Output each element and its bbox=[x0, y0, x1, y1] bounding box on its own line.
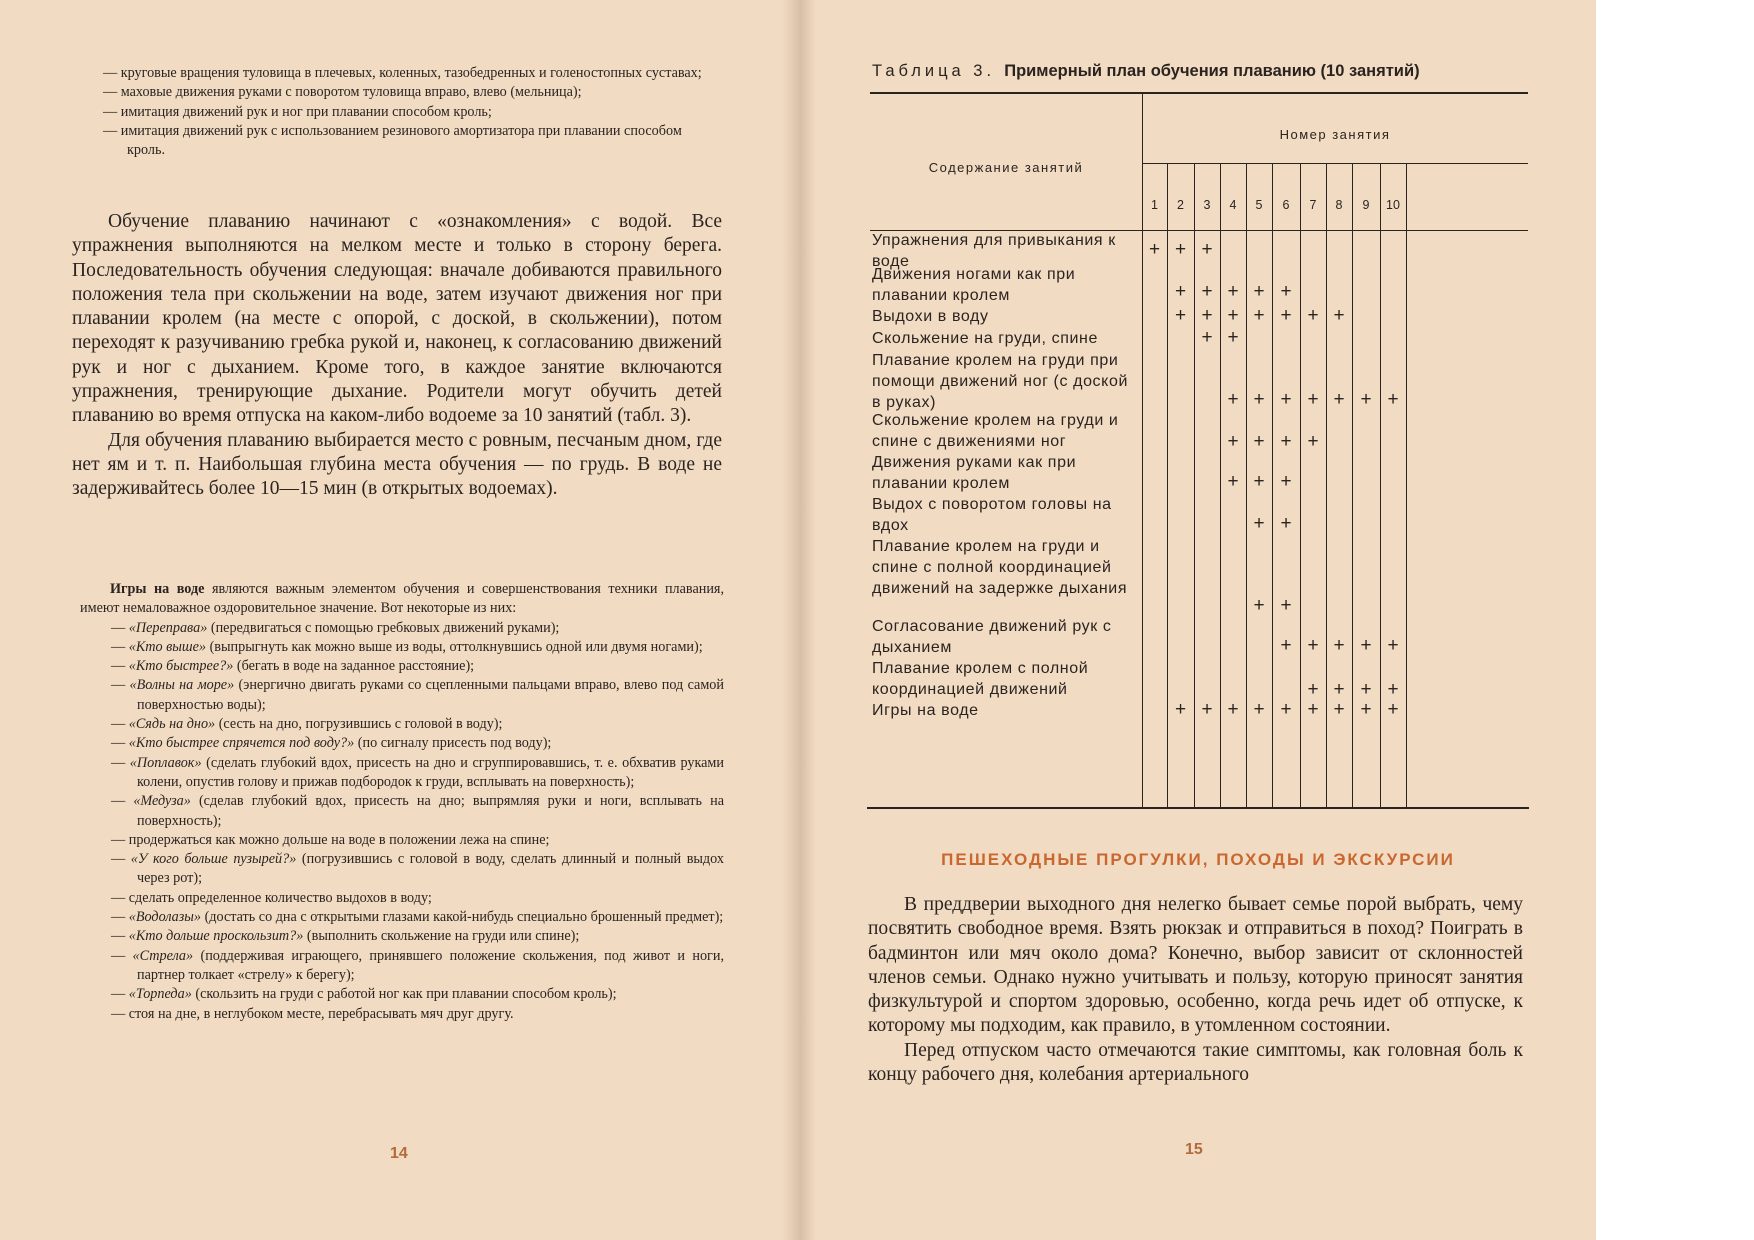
plus-mark: + bbox=[1174, 305, 1187, 326]
plus-mark: + bbox=[1333, 699, 1345, 720]
table-row-label: Движения ногами как при плавании кролем bbox=[872, 266, 1076, 304]
game-item bbox=[106, 985, 724, 1004]
table-row-label: Выдох с поворотом головы на вдох bbox=[872, 496, 1112, 534]
plus-mark: + bbox=[1253, 431, 1265, 452]
game-name: «Сядь на дно» bbox=[128, 716, 216, 733]
table-rule bbox=[867, 807, 1529, 809]
page-left bbox=[0, 0, 800, 1240]
column-header: 8 bbox=[1335, 198, 1343, 212]
game-name: «Переправа» bbox=[128, 619, 208, 636]
plus-mark: + bbox=[1333, 389, 1345, 410]
exercise-item: — круговые вращения туловища в плечевых, коленных, тазобедренных и голеностопных суставах; bbox=[103, 64, 723, 83]
column-header: 10 bbox=[1386, 198, 1400, 212]
game-desc: (скользить на груди с работой ног как при плавании способом кроль); bbox=[191, 986, 617, 1003]
column-header: 5 bbox=[1255, 198, 1263, 212]
plus-mark: + bbox=[1333, 635, 1345, 656]
table-row-label: Скольжение кролем на груди и спине с движениями ног bbox=[872, 412, 1119, 450]
game-desc: (достать со дна с открытыми глазами какой-нибудь специально брошенный предмет); bbox=[201, 909, 724, 926]
column-header: 1 bbox=[1151, 198, 1158, 212]
plus-mark: + bbox=[1280, 305, 1292, 326]
plus-mark: + bbox=[1201, 305, 1213, 326]
plus-mark: + bbox=[1253, 513, 1265, 534]
game-desc: (энергично двигать руками со сцепленными пальцами вправо, влево под самой поверхностью воды); bbox=[137, 677, 724, 713]
plus-mark: + bbox=[1360, 679, 1372, 700]
plus-mark: + bbox=[1387, 699, 1399, 720]
plus-mark: + bbox=[1307, 699, 1319, 720]
plus-mark: + bbox=[1227, 699, 1239, 720]
game-desc: (сесть на дно, погрузившись с головой в воду); bbox=[215, 716, 503, 733]
plus-mark: + bbox=[1387, 635, 1399, 656]
table-row-label: Движения руками как при плавании кролем bbox=[872, 454, 1077, 492]
plus-mark: + bbox=[1253, 595, 1265, 616]
game-item bbox=[106, 831, 724, 850]
games-intro-bold: Игры на воде bbox=[110, 581, 205, 597]
plus-mark: + bbox=[1253, 281, 1265, 302]
plus-mark: + bbox=[1360, 635, 1372, 656]
plus-mark: + bbox=[1227, 281, 1239, 302]
paragraph: Перед отпуском часто отмечаются такие симптомы, как головная боль к концу рабочего дня, колебания артериального bbox=[868, 1039, 1523, 1086]
page-right bbox=[800, 0, 1596, 1240]
plus-mark: + bbox=[1201, 239, 1213, 260]
game-name: «Медуза» bbox=[133, 793, 191, 810]
game-item bbox=[106, 1005, 724, 1024]
page-number: 14 bbox=[390, 1145, 408, 1162]
plus-mark: + bbox=[1280, 595, 1292, 616]
game-item bbox=[106, 715, 724, 734]
plus-mark: + bbox=[1307, 679, 1319, 700]
column-header: 3 bbox=[1203, 198, 1211, 212]
table-column-line bbox=[1406, 163, 1407, 807]
plus-mark: + bbox=[1360, 389, 1372, 410]
game-item bbox=[106, 947, 724, 986]
section-title: ПЕШЕХОДНЫЕ ПРОГУЛКИ, ПОХОДЫ И ЭКСКУРСИИ bbox=[941, 850, 1455, 869]
table-label: Таблица 3. bbox=[872, 62, 996, 80]
table-column-line bbox=[1352, 163, 1353, 807]
game-desc: (передвигаться с помощью гребковых движений руками); bbox=[207, 619, 560, 636]
game-item bbox=[106, 908, 724, 927]
paragraph: Для обучения плаванию выбирается место с ровным, песчаным дном, где нет ям и т. п. Наибольшая глубина места обучения — по грудь. В воде не задерживайтесь более 10—15 мин (в открытых водоемах). bbox=[72, 429, 722, 500]
plus-mark: + bbox=[1333, 305, 1345, 326]
plus-mark: + bbox=[1280, 471, 1292, 492]
right-body-text bbox=[868, 893, 1523, 1087]
game-desc: (поддерживая играющего, принявшего положение скольжения, под живот и ноги, партнер толкает «стрелу» к берегу); bbox=[137, 947, 725, 983]
plus-mark: + bbox=[1201, 327, 1213, 348]
column-header: 6 bbox=[1282, 198, 1290, 212]
game-item bbox=[106, 754, 724, 793]
plus-mark: + bbox=[1280, 431, 1292, 452]
game-name: «Поплавок» bbox=[129, 754, 202, 771]
plus-mark: + bbox=[1280, 513, 1292, 534]
game-name: «Волны на море» bbox=[129, 677, 235, 694]
plus-mark: + bbox=[1201, 281, 1213, 302]
plus-mark: + bbox=[1280, 281, 1292, 302]
game-desc: продержаться как можно дольше на воде в положении лежа на спине; bbox=[128, 831, 550, 848]
table-row-label: Плавание кролем на груди и спине с полной координацией движений на задержке дыхания bbox=[872, 538, 1128, 597]
game-name: «У кого больше пузырей?» bbox=[130, 851, 297, 868]
game-item bbox=[106, 657, 724, 676]
plus-mark: + bbox=[1280, 635, 1292, 656]
plus-mark: + bbox=[1280, 389, 1292, 410]
game-desc: (выполнить скольжение на груди или спине); bbox=[303, 928, 580, 945]
column-header: 7 bbox=[1309, 198, 1317, 212]
plus-mark: + bbox=[1227, 305, 1239, 326]
games-intro bbox=[80, 580, 724, 619]
game-item bbox=[106, 889, 724, 908]
game-desc: (по сигналу присесть под воду); bbox=[354, 735, 552, 752]
exercise-item: — имитация движений рук с использованием резинового амортизатора при плавании способом кроль. bbox=[103, 122, 723, 161]
table-caption bbox=[872, 62, 1420, 81]
plus-mark: + bbox=[1307, 305, 1319, 326]
game-name: «Торпеда» bbox=[128, 986, 192, 1003]
plus-mark: + bbox=[1307, 431, 1319, 452]
column-header: 9 bbox=[1362, 198, 1370, 212]
table-row-label: Плавание кролем на груди при помощи движений ног (с доской в руках) bbox=[872, 352, 1128, 411]
table-row-label: Выдохи в воду bbox=[872, 308, 989, 325]
header-session-number: Номер занятия bbox=[1279, 127, 1391, 142]
game-desc: (бегать в воде на заданное расстояние); bbox=[233, 658, 475, 675]
plus-mark: + bbox=[1253, 471, 1265, 492]
games-list bbox=[80, 619, 724, 1024]
game-item bbox=[106, 638, 724, 657]
game-name: «Кто быстрее спрячется под воду?» bbox=[128, 735, 355, 752]
game-name: «Водолазы» bbox=[128, 909, 202, 926]
column-header: 2 bbox=[1177, 198, 1184, 212]
column-header: 4 bbox=[1229, 198, 1237, 212]
plus-mark: + bbox=[1174, 281, 1187, 302]
exercise-item: — имитация движений рук и ног при плавании способом кроль; bbox=[103, 103, 723, 122]
plus-mark: + bbox=[1253, 389, 1265, 410]
game-desc: стоя на дне, в неглубоком месте, перебрасывать мяч друг другу. bbox=[128, 1005, 514, 1022]
paragraph: В преддверии выходного дня нелегко бывает семье порой выбрать, чему посвятить свободное время. Взять рюкзак и отправиться в поход? Поиграть в бадминтон или мяч около дома? Конечно, выбор зависит от склонностей членов семьи. Однако нужно учитывать и пользу, которую приносят занятия физкультурой и спортом здоровью, особенно, когда речь идет об отпуске, к которому мы подходим, как правило, в утомленном состоянии. bbox=[868, 894, 1523, 1037]
plus-mark: + bbox=[1307, 389, 1319, 410]
table-rule bbox=[1142, 163, 1528, 164]
plus-mark: + bbox=[1333, 679, 1345, 700]
table-rule bbox=[870, 92, 1528, 94]
game-desc: (погрузившись с головой в воду, сделать длинный и полный выдох через рот); bbox=[137, 851, 724, 887]
left-body-text bbox=[72, 210, 722, 502]
game-item bbox=[106, 850, 724, 889]
plus-mark: + bbox=[1387, 389, 1399, 410]
plus-mark: + bbox=[1227, 389, 1239, 410]
exercise-item: — маховые движения руками с поворотом туловища вправо, влево (мельница); bbox=[103, 83, 723, 102]
game-name: «Кто дольше проскользит?» bbox=[128, 928, 304, 945]
game-item bbox=[106, 927, 724, 946]
game-item bbox=[106, 676, 724, 715]
table-row-label: Скольжение на груди, спине bbox=[872, 330, 1098, 347]
games-intro-text: являются важным элементом обучения и совершенствования техники плавания, имеют немаловажное оздоровительное значение. Вот некоторые из них: bbox=[80, 581, 724, 617]
plus-mark: + bbox=[1227, 471, 1239, 492]
plus-mark: + bbox=[1280, 699, 1292, 720]
game-desc: (сделав глубокий вдох, присесть на дно; выпрямляя руки и ноги, всплывать на поверхность); bbox=[137, 793, 725, 829]
table-row-label: Согласование движений рук с дыханием bbox=[872, 618, 1112, 656]
plus-mark: + bbox=[1253, 305, 1265, 326]
game-desc: (выпрыгнуть как можно выше из воды, оттолкнувшись одной или двумя ногами); bbox=[206, 638, 703, 655]
water-games bbox=[80, 580, 724, 1024]
table-title: Примерный план обучения плаванию (10 занятий) bbox=[1004, 62, 1420, 80]
game-name: «Кто выше» bbox=[128, 638, 207, 655]
table-row-label: Упражнения для привыкания к воде bbox=[872, 232, 1116, 270]
paragraph: Обучение плаванию начинают с «ознакомления» с водой. Все упражнения выполняются на мелком месте и только в сторону берега. Последовательность обучения следующая: вначале добиваются правильного положения тела при скольжении на воде, затем изучают движения ног при плавании кролем (на месте с опорой, с доской, в скольжении), потом переходят к разучиванию гребка рукой и, наконец, к согласованию движений рук и ног с дыханием. Кроме того, в каждое занятие включаются упражнения, тренирующие дыхание. Родители могут обучить детей плаванию во время отпуска на каком-либо водоеме за 10 занятий (табл. 3). bbox=[72, 211, 722, 427]
plus-mark: + bbox=[1227, 431, 1239, 452]
plus-mark: + bbox=[1387, 679, 1399, 700]
header-content: Содержание занятий bbox=[928, 160, 1084, 175]
game-name: «Стрела» bbox=[132, 947, 194, 964]
page-number: 15 bbox=[1185, 1141, 1203, 1158]
plus-mark: + bbox=[1253, 699, 1265, 720]
game-desc: (сделать глубокий вдох, присесть на дно и сгруппировавшись, т. е. обхватив руками колени, опустив голову и прижав подбородок к груди, всплывать на поверхность); bbox=[137, 754, 725, 790]
plus-mark: + bbox=[1148, 239, 1161, 260]
table-column-line bbox=[1272, 163, 1273, 807]
plus-mark: + bbox=[1201, 699, 1213, 720]
plus-mark: + bbox=[1227, 327, 1239, 348]
plus-mark: + bbox=[1307, 635, 1319, 656]
plus-mark: + bbox=[1174, 239, 1187, 260]
game-item bbox=[106, 619, 724, 638]
table-row-label: Игры на воде bbox=[872, 702, 979, 719]
game-name: «Кто быстрее?» bbox=[128, 658, 234, 675]
game-desc: сделать определенное количество выдохов в воду; bbox=[128, 889, 432, 906]
game-item bbox=[106, 792, 724, 831]
plus-mark: + bbox=[1360, 699, 1372, 720]
game-item bbox=[106, 734, 724, 753]
exercise-list bbox=[103, 64, 723, 160]
table-row-label: Плавание кролем с полной координацией движений bbox=[872, 660, 1089, 698]
plus-mark: + bbox=[1174, 699, 1187, 720]
